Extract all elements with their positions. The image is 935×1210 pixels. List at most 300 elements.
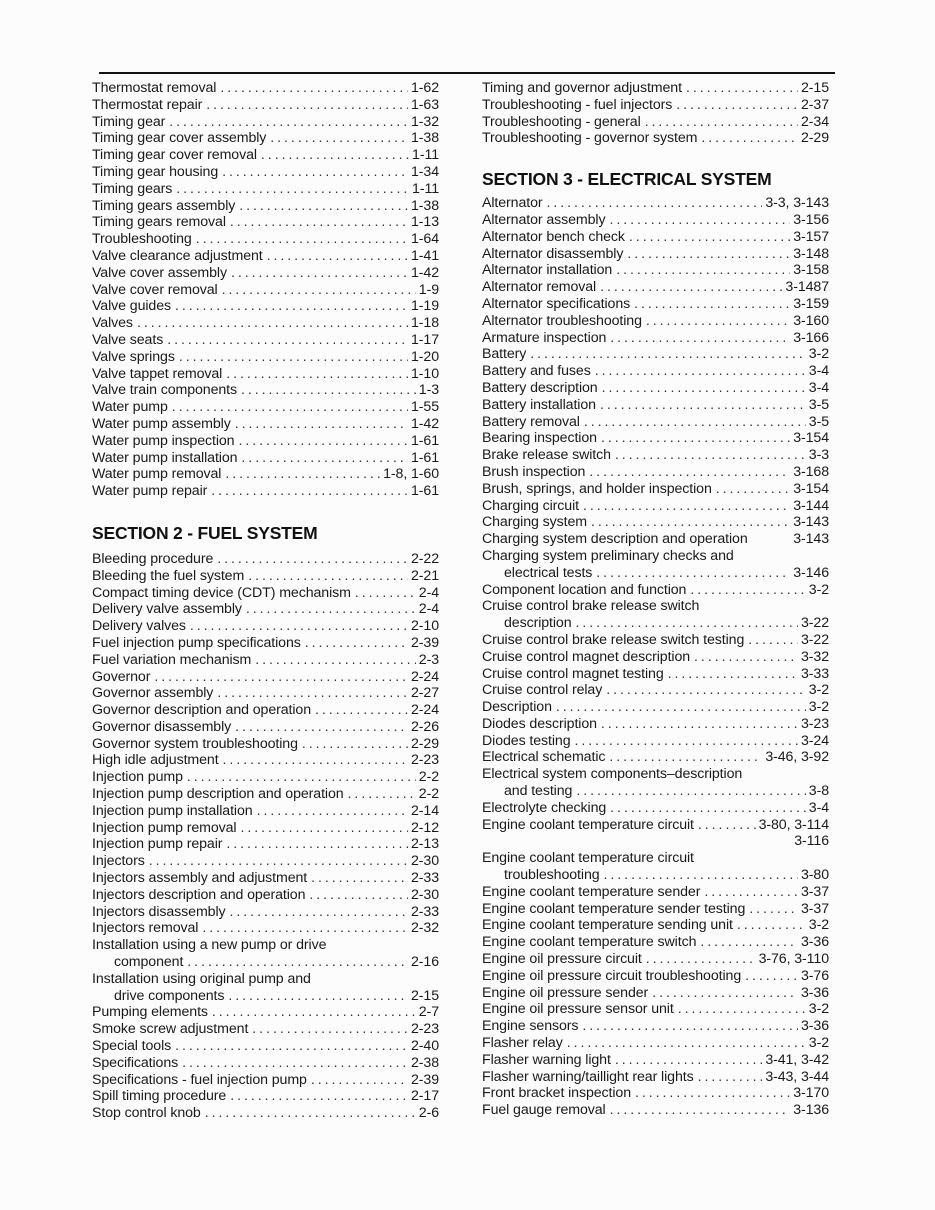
entry-label: Troubleshooting - general — [482, 113, 641, 130]
entry-label: Engine oil pressure sender — [482, 984, 649, 1001]
entry-page-ref: 2-21 — [411, 567, 439, 584]
index-entry — [482, 733, 829, 750]
dot-leader — [749, 901, 798, 918]
entry-label: Water pump removal — [92, 466, 222, 483]
index-entry — [92, 181, 439, 198]
index-entry — [92, 382, 439, 399]
entry-label: Charging circuit — [482, 497, 579, 514]
entry-page-ref: 3-76, 3-110 — [758, 951, 829, 968]
index-entry — [482, 985, 829, 1002]
index-entry — [482, 1001, 829, 1018]
entry-page-ref: 3-43, 3-44 — [765, 1068, 829, 1085]
entry-label: Troubleshooting - governor system — [482, 130, 698, 147]
dot-leader — [217, 685, 408, 702]
index-entry — [92, 416, 439, 433]
index-entry — [482, 934, 829, 951]
index-entry — [92, 214, 439, 231]
index-entry — [482, 380, 829, 397]
entry-label: Spill timing procedure — [92, 1088, 227, 1105]
dot-leader — [241, 450, 408, 467]
dot-leader — [241, 382, 416, 399]
entry-label: Timing gears assembly — [92, 197, 236, 214]
index-entry — [92, 1021, 439, 1038]
index-entry — [92, 669, 439, 686]
entry-label: Battery description — [482, 379, 598, 396]
entry-page-ref: 2-30 — [411, 886, 439, 903]
entry-page-ref: 3-22 — [801, 631, 829, 648]
entry-label: Description — [482, 699, 552, 716]
entry-label: Injection pump repair — [92, 836, 223, 853]
entry-label: Valve springs — [92, 348, 175, 365]
entry-label: Installation using a new pump or drive — [92, 937, 327, 954]
dot-leader — [584, 414, 806, 431]
index-entry — [482, 262, 829, 279]
dot-leader — [576, 615, 798, 632]
entry-page-ref: 3-160 — [793, 312, 829, 329]
dot-leader — [355, 585, 416, 602]
index-entry — [92, 114, 439, 131]
entry-page-ref: 3-157 — [793, 228, 829, 245]
entry-page-ref: 1-9 — [418, 281, 439, 298]
entry-label: Delivery valve assembly — [92, 601, 242, 618]
entry-label: Cruise control relay — [482, 682, 603, 699]
index-entry — [92, 198, 439, 215]
entry-page-ref: 1-38 — [411, 130, 439, 147]
entry-label: Installation using original pump and — [92, 970, 311, 987]
dot-leader — [596, 565, 790, 582]
entry-page-ref: 3-37 — [801, 900, 829, 917]
entry-page-ref: 1-64 — [411, 231, 439, 248]
index-entry — [482, 749, 829, 766]
index-entry — [92, 164, 439, 181]
index-entry — [482, 1102, 829, 1119]
dot-leader — [698, 817, 756, 834]
entry-page-ref: 3-2 — [808, 1001, 829, 1018]
entry-label: Flasher warning/taillight rear lights — [482, 1068, 694, 1085]
index-entry — [92, 601, 439, 618]
entry-label: Smoke screw adjustment — [92, 1021, 249, 1038]
dot-leader — [187, 954, 408, 971]
entry-label: Battery installation — [482, 396, 596, 413]
entry-page-ref: 3-3 — [808, 447, 829, 464]
dot-leader — [222, 164, 408, 181]
entry-page-ref: 2-32 — [411, 920, 439, 937]
entry-page-ref: 1-61 — [411, 449, 439, 466]
dot-leader — [600, 397, 806, 414]
dot-leader — [615, 1052, 763, 1069]
entry-page-ref: 1-20 — [411, 348, 439, 365]
entry-page-ref: 2-24 — [411, 702, 439, 719]
dot-leader — [606, 682, 806, 699]
dot-leader — [652, 985, 798, 1002]
entry-page-ref: 1-8, 1-60 — [383, 466, 439, 483]
index-entry — [482, 716, 829, 733]
index-entry — [92, 836, 439, 853]
entry-page-ref: 3-2 — [808, 699, 829, 716]
entry-label: Fuel injection pump specifications — [92, 634, 301, 651]
entry-page-ref: 2-6 — [418, 1105, 439, 1122]
index-entry — [482, 682, 829, 699]
index-entry — [92, 887, 439, 904]
entry-label: Governor — [92, 668, 151, 685]
entry-page-ref: 2-23 — [411, 1021, 439, 1038]
index-entry — [92, 786, 439, 803]
entry-label: Bleeding the fuel system — [92, 567, 245, 584]
dot-leader — [257, 803, 408, 820]
dot-leader — [616, 262, 790, 279]
dot-leader — [591, 514, 790, 531]
dot-leader — [634, 296, 790, 313]
dot-leader — [547, 195, 763, 212]
entry-page-ref: 1-38 — [411, 197, 439, 214]
dot-leader — [179, 349, 408, 366]
index-entry — [482, 447, 829, 464]
entry-label: Thermostat removal — [92, 80, 217, 96]
entry-page-ref: 1-63 — [411, 96, 439, 113]
entry-label: Diodes testing — [482, 732, 571, 749]
index-entry — [92, 752, 439, 769]
entry-label: Flasher relay — [482, 1035, 563, 1052]
entry-label: Electrolyte checking — [482, 799, 607, 816]
entry-page-ref: 2-39 — [411, 1071, 439, 1088]
entry-page-ref: 3-4 — [808, 379, 829, 396]
entry-page-ref: 3-2 — [808, 346, 829, 363]
entry-page-ref: 1-11 — [412, 180, 439, 197]
entry-label: Specifications — [92, 1054, 179, 1071]
dot-leader — [172, 399, 408, 416]
entry-label: Injectors removal — [92, 920, 199, 937]
entry-page-ref: 3-8 — [808, 783, 829, 800]
entry-label: Water pump — [92, 399, 168, 416]
entry-label: Alternator disassembly — [482, 245, 624, 262]
index-entry — [92, 736, 439, 753]
dot-leader — [202, 920, 408, 937]
entry-page-ref: 1-41 — [411, 247, 439, 264]
dot-leader — [226, 366, 408, 383]
dot-leader — [309, 887, 408, 904]
dot-leader — [230, 904, 408, 921]
entry-page-ref: 2-27 — [411, 685, 439, 702]
index-entry — [482, 800, 829, 817]
entry-label: Front bracket inspection — [482, 1085, 632, 1102]
entry-label: Valve tappet removal — [92, 365, 223, 382]
dot-leader — [205, 1105, 416, 1122]
index-entry — [482, 1035, 829, 1052]
dot-leader — [175, 1038, 408, 1055]
dot-leader — [668, 666, 798, 683]
dot-leader — [246, 601, 416, 618]
entry-page-ref: 3-136 — [793, 1102, 829, 1119]
dot-leader — [228, 988, 408, 1005]
dot-leader — [646, 951, 756, 968]
entry-page-ref: 1-13 — [411, 214, 439, 231]
index-entry — [92, 803, 439, 820]
dot-leader — [206, 97, 408, 114]
dot-leader — [629, 229, 790, 246]
dot-leader — [576, 783, 805, 800]
entry-label: Engine oil pressure sensor unit — [482, 1001, 674, 1018]
dot-leader — [315, 702, 408, 719]
entry-page-ref: 3-154 — [793, 480, 829, 497]
index-entry — [482, 1052, 829, 1069]
entry-page-ref-continuation: 3-116 — [794, 833, 829, 850]
dot-leader — [686, 80, 798, 97]
entry-page-ref: 1-18 — [411, 315, 439, 332]
dot-leader — [737, 917, 806, 934]
dot-leader — [217, 551, 408, 568]
dot-leader — [222, 282, 416, 299]
dot-leader — [302, 736, 408, 753]
index-entry — [92, 1088, 439, 1105]
entry-page-ref: 1-32 — [411, 113, 439, 130]
index-entry — [482, 1085, 829, 1102]
entry-label: Brush inspection — [482, 463, 586, 480]
entry-page-ref: 2-2 — [418, 769, 439, 786]
index-entry — [92, 265, 439, 282]
dot-leader — [676, 97, 798, 114]
entry-page-ref: 2-37 — [801, 96, 829, 113]
entry-label: Engine coolant temperature sender — [482, 883, 701, 900]
dot-leader — [690, 582, 805, 599]
dot-leader — [600, 279, 782, 296]
entry-page-ref: 2-15 — [801, 80, 829, 96]
entry-page-ref: 2-29 — [411, 735, 439, 752]
index-entry — [482, 430, 829, 447]
dot-leader — [745, 968, 798, 985]
entry-page-ref: 2-4 — [418, 584, 439, 601]
index-entry — [92, 1055, 439, 1072]
entry-page-ref: 3-159 — [793, 295, 829, 312]
top-rule — [99, 72, 835, 74]
index-entry — [92, 685, 439, 702]
dot-leader — [137, 315, 408, 332]
dot-leader — [610, 800, 806, 817]
entry-label: Engine oil pressure circuit — [482, 951, 642, 968]
index-entry — [92, 248, 439, 265]
dot-leader — [235, 719, 408, 736]
entry-page-ref: 2-29 — [801, 130, 829, 147]
entry-page-ref: 3-23 — [801, 715, 829, 732]
entry-label: Armature inspection — [482, 329, 607, 346]
entry-page-ref: 2-23 — [411, 752, 439, 769]
entry-label-continuation: and testing — [504, 783, 573, 800]
index-entry — [92, 719, 439, 736]
dot-leader — [701, 130, 798, 147]
index-entry — [482, 414, 829, 431]
index-entry — [92, 332, 439, 349]
entry-label: High idle adjustment — [92, 752, 219, 769]
dot-leader — [175, 298, 408, 315]
dot-leader — [187, 769, 416, 786]
entry-page-ref: 3-1487 — [785, 279, 829, 296]
entry-label: Battery — [482, 346, 527, 363]
index-entry — [482, 313, 829, 330]
entry-page-ref: 2-17 — [411, 1088, 439, 1105]
index-entry — [482, 850, 829, 884]
index-entry — [92, 450, 439, 467]
entry-page-ref: 3-5 — [808, 396, 829, 413]
dot-leader — [567, 1035, 806, 1052]
entry-page-ref: 2-40 — [411, 1038, 439, 1055]
index-entry — [482, 397, 829, 414]
dot-leader — [716, 481, 790, 498]
section3-entry-list — [482, 195, 829, 1119]
entry-page-ref: 1-17 — [411, 331, 439, 348]
dot-leader — [231, 265, 408, 282]
dot-leader — [582, 1018, 798, 1035]
entry-label: Injection pump installation — [92, 802, 253, 819]
entry-page-ref: 3-143 — [793, 514, 829, 531]
dot-leader — [609, 749, 762, 766]
entry-label: Governor description and operation — [92, 702, 312, 719]
dot-leader — [261, 147, 409, 164]
entry-label: Component location and function — [482, 581, 687, 598]
entry-label: Diodes description — [482, 715, 597, 732]
dot-leader — [311, 1072, 408, 1089]
entry-page-ref: 3-46, 3-92 — [765, 749, 829, 766]
dot-leader — [694, 649, 798, 666]
dot-leader — [190, 618, 408, 635]
dot-leader — [678, 1001, 806, 1018]
index-entry — [482, 130, 829, 147]
index-entry — [482, 114, 829, 131]
dot-leader — [182, 1055, 408, 1072]
entry-page-ref: 1-62 — [411, 80, 439, 96]
dot-leader — [230, 1088, 408, 1105]
entry-label: Alternator troubleshooting — [482, 312, 642, 329]
dot-leader — [583, 498, 790, 515]
entry-label: Injectors assembly and adjustment — [92, 870, 308, 887]
index-entry — [482, 649, 829, 666]
entry-label: Injectors — [92, 853, 145, 870]
dot-leader — [167, 332, 408, 349]
entry-label: Cruise control brake release switch — [482, 598, 700, 615]
entry-label: Battery and fuses — [482, 363, 591, 380]
index-entry — [482, 968, 829, 985]
index-column-right — [482, 80, 829, 1119]
dot-leader — [196, 231, 408, 248]
index-entry — [482, 917, 829, 934]
dot-leader — [176, 181, 409, 198]
entry-label: Electrical schematic — [482, 749, 606, 766]
entry-label: Cruise control brake release switch testing — [482, 631, 745, 648]
dot-leader — [230, 214, 408, 231]
entry-page-ref: 3-166 — [793, 329, 829, 346]
entry-label-continuation: component — [114, 954, 184, 971]
dot-leader — [646, 313, 790, 330]
entry-label: Electrical system components–description — [482, 766, 743, 783]
index-entry — [92, 433, 439, 450]
index-entry — [482, 1018, 829, 1035]
dot-leader — [223, 752, 408, 769]
index-entry — [482, 901, 829, 918]
entry-page-ref: 3-4 — [808, 363, 829, 380]
entry-label: Timing gear cover assembly — [92, 130, 267, 147]
entry-label: Fuel gauge removal — [482, 1102, 606, 1119]
index-entry — [92, 870, 439, 887]
entry-label: Valve seats — [92, 331, 164, 348]
section1-tail-list — [92, 80, 439, 500]
entry-page-ref: 2-24 — [411, 668, 439, 685]
entry-label: Bearing inspection — [482, 430, 597, 447]
dot-leader — [211, 483, 408, 500]
index-entry — [92, 769, 439, 786]
entry-page-ref: 2-15 — [411, 987, 439, 1004]
dot-leader — [235, 416, 408, 433]
index-entry — [482, 346, 829, 363]
index-entry — [92, 1105, 439, 1122]
entry-label-continuation: troubleshooting — [504, 867, 600, 884]
index-entry — [92, 1072, 439, 1089]
section2-entry-list — [92, 551, 439, 1122]
index-entry — [482, 666, 829, 683]
entry-label: Valves — [92, 315, 133, 332]
index-entry — [92, 585, 439, 602]
dot-leader — [212, 1004, 416, 1021]
entry-page-ref: 2-10 — [411, 618, 439, 635]
entry-label: Charging system description and operation — [482, 531, 748, 548]
dot-leader — [589, 464, 790, 481]
entry-page-ref: 3-156 — [793, 211, 829, 228]
entry-page-ref: 3-36 — [801, 934, 829, 951]
dot-leader — [154, 669, 408, 686]
entry-label: Troubleshooting — [92, 231, 192, 248]
entry-label: Charging system preliminary checks and — [482, 547, 734, 564]
entry-page-ref: 3-24 — [801, 732, 829, 749]
entry-page-ref: 3-36 — [801, 1018, 829, 1035]
entry-page-ref: 2-39 — [411, 634, 439, 651]
entry-label: Water pump installation — [92, 449, 238, 466]
entry-page-ref: 3-2 — [808, 917, 829, 934]
entry-label: Timing gear housing — [92, 163, 219, 180]
index-entry — [92, 231, 439, 248]
entry-label: Water pump inspection — [92, 432, 235, 449]
index-entry — [482, 514, 829, 531]
dot-leader — [610, 1102, 791, 1119]
index-entry — [482, 699, 829, 716]
entry-page-ref: 2-7 — [418, 1004, 439, 1021]
entry-label-continuation: description — [504, 615, 572, 632]
entry-page-ref: 2-26 — [411, 718, 439, 735]
entry-label: Cruise control magnet testing — [482, 665, 664, 682]
entry-label: Injectors disassembly — [92, 903, 226, 920]
entry-label: Pumping elements — [92, 1004, 208, 1021]
index-entry — [482, 212, 829, 229]
entry-label: Brush, springs, and holder inspection — [482, 480, 712, 497]
entry-label-continuation: drive components — [114, 987, 225, 1004]
entry-page-ref: 2-30 — [411, 853, 439, 870]
dot-leader — [627, 246, 790, 263]
index-entry — [92, 298, 439, 315]
entry-page-ref: 1-42 — [411, 264, 439, 281]
index-entry — [92, 97, 439, 114]
entry-label: Water pump repair — [92, 483, 208, 500]
entry-label: Governor assembly — [92, 685, 214, 702]
index-entry — [482, 279, 829, 296]
entry-page-ref: 3-146 — [793, 564, 829, 581]
entry-label: Timing gears removal — [92, 214, 226, 231]
entry-label: Troubleshooting - fuel injectors — [482, 96, 673, 113]
entry-page-ref: 1-11 — [412, 147, 439, 164]
dot-leader — [604, 867, 798, 884]
dot-leader — [748, 632, 798, 649]
dot-leader — [311, 870, 408, 887]
index-entry — [92, 652, 439, 669]
index-entry — [92, 937, 439, 971]
index-entry — [92, 399, 439, 416]
index-entry — [482, 1069, 829, 1086]
entry-label: Alternator assembly — [482, 211, 606, 228]
